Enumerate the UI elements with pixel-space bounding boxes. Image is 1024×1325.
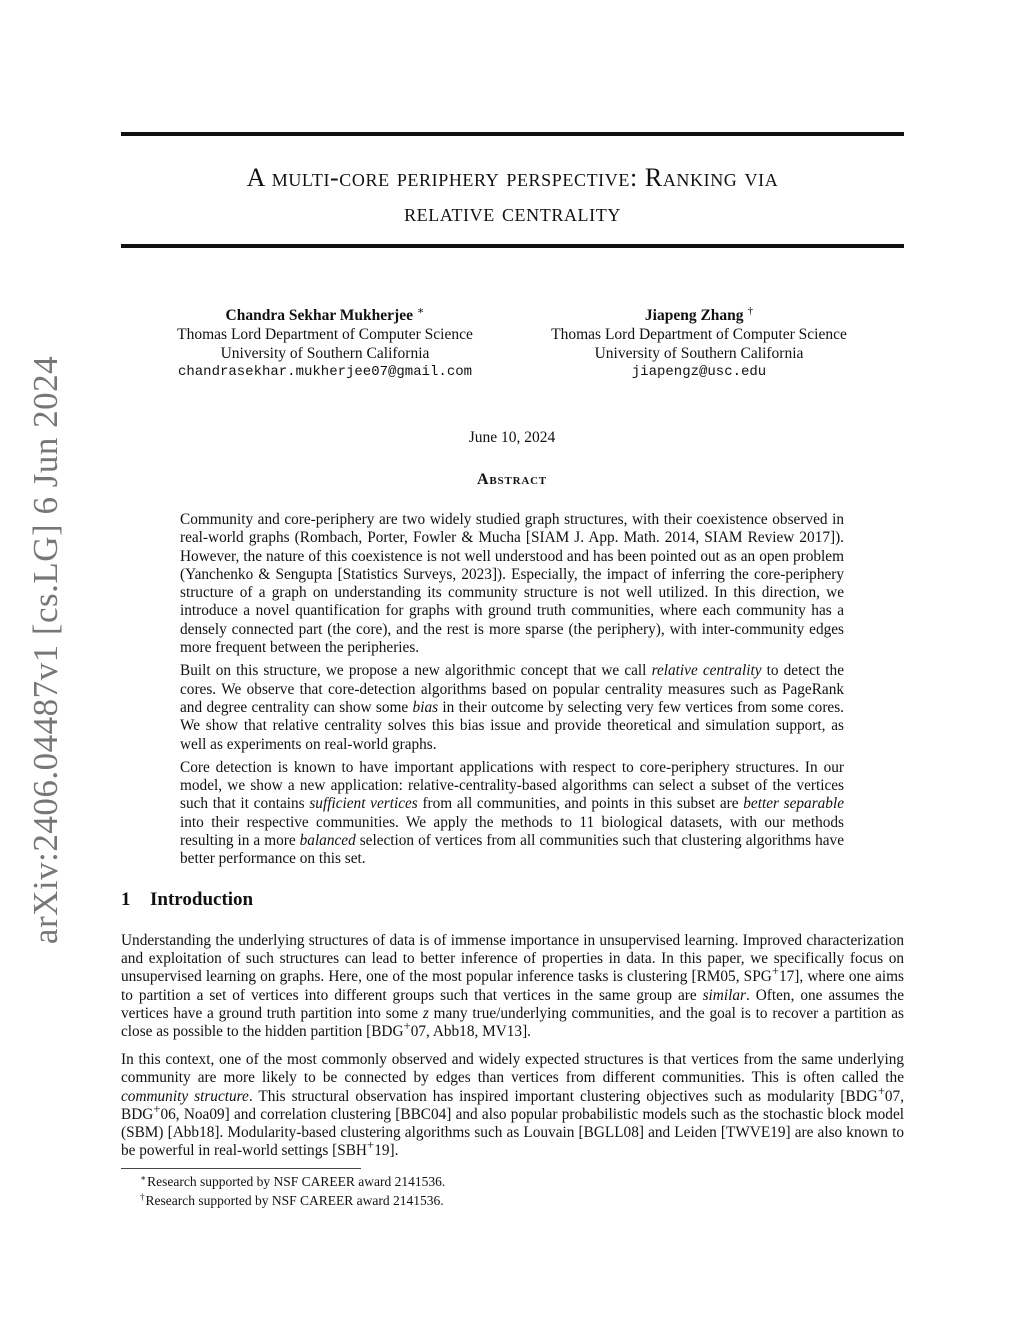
author-university: University of Southern California xyxy=(594,345,804,362)
intro-paragraph-2: In this context, one of the most commonly observed and widely expected structures is that vertices from the same underlying community are more likely to be connected by edges than vertices from different communities. This is often called the community structure. This structural observation has inspired important clustering objectives such as modularity [BDG+07, BDG+06, Noa09] and correlation clustering [BBC04] and also popular probabilistic models such as the stochastic block model (SBM) [Abb18]. Modularity-based clustering algorithms such as Louvain [BGLL08] and Leiden [TWVE19] are also known to be powerful in real-world settings [SBH+19]. xyxy=(121,1051,905,1160)
title-top-rule xyxy=(121,132,904,136)
author-block-1 xyxy=(150,306,500,382)
abstract-heading: Abstract xyxy=(477,471,547,488)
abstract-paragraph-2: Built on this structure, we propose a new algorithmic concept that we call relative centrality to detect the cores. We observe that core-detection algorithms based on popular centrality measures such as PageRank and degree centrality can show some bias in their outcome by selecting very few vertices from some cores. We show that relative centrality solves this bias issue and provide theoretical and simulation support, as well as experiments on real-world graphs. xyxy=(180,662,844,753)
intro-paragraph-1: Understanding the underlying structures of data is of immense importance in unsupervised learning. Improved characterization and exploitation of such structures can lead to better inference of properties in data. In this paper, we specifically focus on unsupervised learning on graphs. Here, one of the most popular inference tasks is clustering [RM05, SPG+17], where one aims to partition a set of vertices into different groups such that vertices in the same group are similar. Often, one assumes the vertices have a ground truth partition into some z many true/underlying communities, and the goal is to recover a partition as close as possible to the hidden partition [BDG+07, Abb18, MV13]. xyxy=(121,932,904,1041)
introduction-body xyxy=(121,932,904,1170)
author-email: jiapengz@usc.edu xyxy=(631,364,767,380)
author-footnote-mark: ∗ xyxy=(416,304,425,317)
footnotes xyxy=(140,1172,445,1210)
arxiv-identifier: arXiv:2406.04487v1 [cs.LG] 6 Jun 2024 xyxy=(26,355,65,945)
section-number: 1 xyxy=(121,889,131,910)
abstract-body xyxy=(180,511,844,874)
footnote-1: ∗Research supported by NSF CAREER award 2141536. xyxy=(140,1172,446,1189)
section-title: Introduction xyxy=(150,889,254,910)
author-department: Thomas Lord Department of Computer Science xyxy=(177,326,473,343)
paper-title xyxy=(121,160,904,230)
author-name: Jiapeng Zhang † xyxy=(644,304,754,324)
author-university: University of Southern California xyxy=(220,345,430,362)
footnote-2: †Research supported by NSF CAREER award 2141536. xyxy=(140,1191,444,1208)
section-heading-introduction xyxy=(121,889,253,911)
footnote-rule xyxy=(121,1168,361,1169)
author-block-2 xyxy=(525,306,873,382)
abstract-paragraph-3: Core detection is known to have important applications with respect to core-periphery structures. In our model, we show a new application: relative-centrality-based algorithms can select a subset of the vertices such that it contains sufficient vertices from all communities, and points in this subset are better separable into their respective communities. We apply the methods to 11 biological datasets, with our methods resulting in a more balanced selection of vertices from all communities such that clustering algorithms have better performance on this set. xyxy=(180,758,844,868)
abstract-paragraph-1: Community and core-periphery are two widely studied graph structures, with their coexistence observed in real-world graphs (Rombach, Porter, Fowler & Mucha [SIAM J. App. Math. 2014, SIAM Review 2017]). However, the nature of this coexistence is not well understood and has been pointed out as an open problem (Yanchenko & Sengupta [Statistics Surveys, 2023]). Especially, the impact of inferring the core-periphery structure of a graph on understanding its community structure is not well utilized. In this direction, we introduce a novel quantification for graphs with ground truth communities, where each community has a densely connected part (the core), and the rest is more sparse (the periphery), with inter-community edges more frequent between the peripheries. xyxy=(180,511,844,657)
author-email: chandrasekhar.mukherjee07@gmail.com xyxy=(177,364,473,380)
author-footnote-mark: † xyxy=(747,304,754,317)
arxiv-side-stamp xyxy=(22,355,70,945)
author-name: Chandra Sekhar Mukherjee ∗ xyxy=(225,304,425,324)
author-department: Thomas Lord Department of Computer Science xyxy=(551,326,847,343)
title-line-2: relative centrality xyxy=(404,198,621,227)
title-bottom-rule xyxy=(121,244,904,248)
title-line-1: A multi-core periphery perspective: Ranking via xyxy=(246,163,779,192)
paper-date: June 10, 2024 xyxy=(468,429,556,446)
